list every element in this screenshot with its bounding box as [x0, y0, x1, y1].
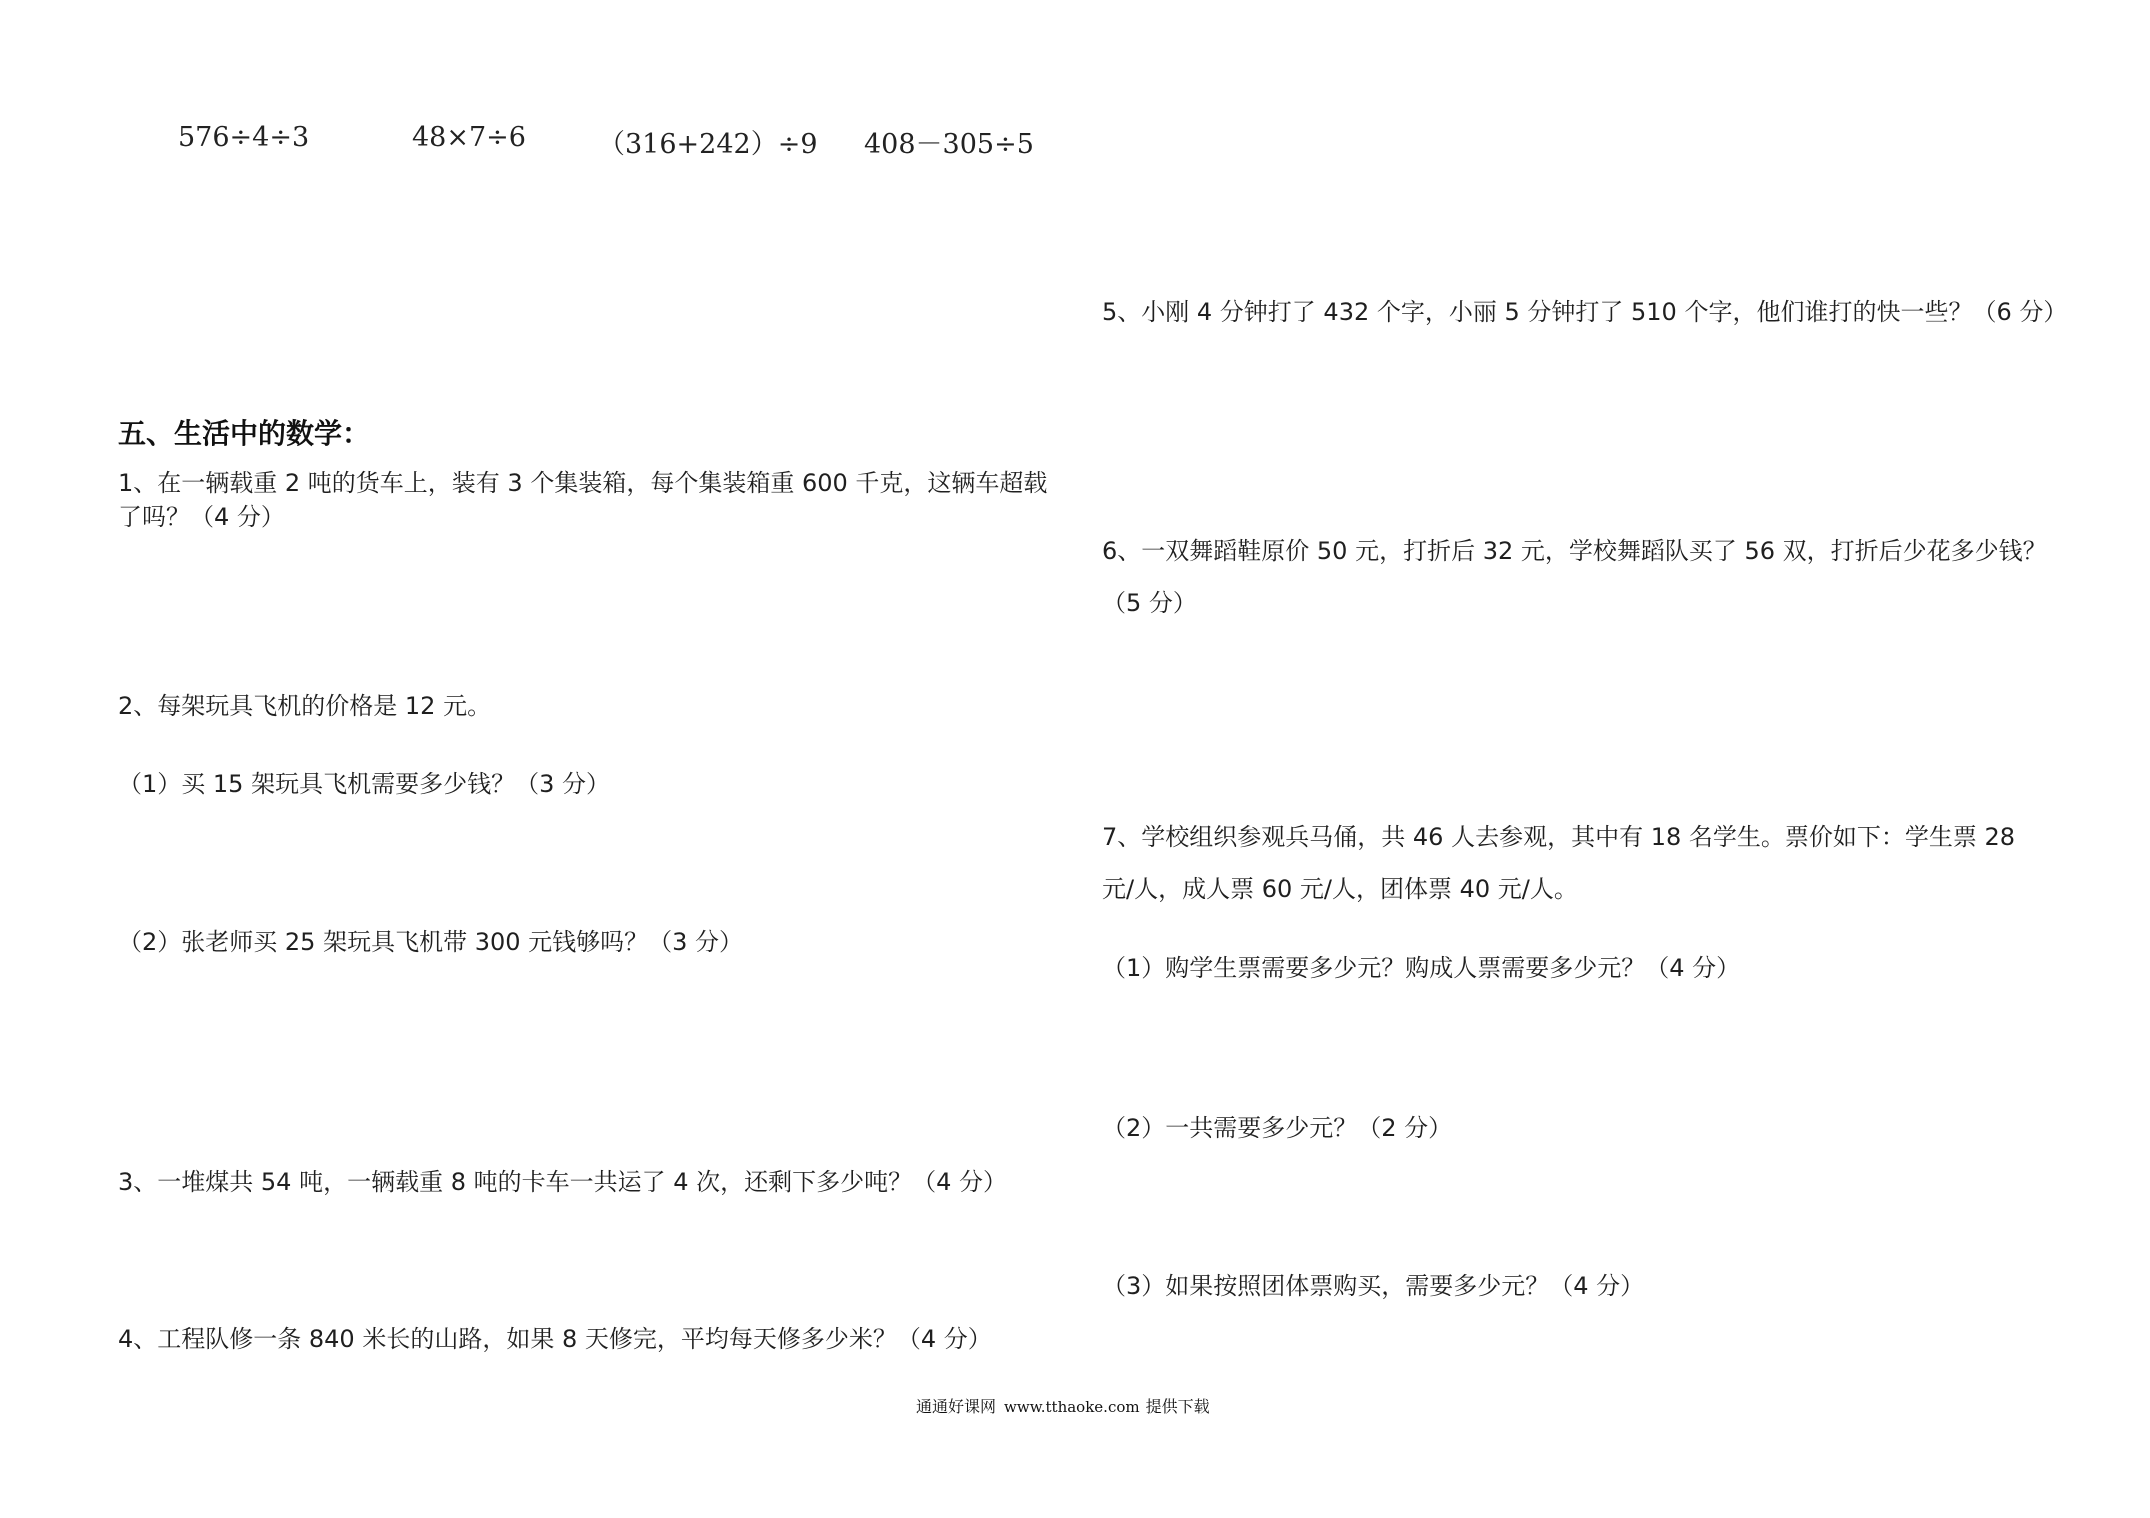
expression-4: 408－305÷5	[864, 129, 1034, 160]
expression-2: 48×7÷6	[412, 122, 526, 153]
question-1-line-2: 了吗？（4 分）	[118, 503, 285, 531]
question-7-part-1: （1）购学生票需要多少元？购成人票需要多少元？（4 分）	[1102, 954, 1741, 982]
question-3: 3、一堆煤共 54 吨，一辆载重 8 吨的卡车一共运了 4 次，还剩下多少吨？（4 分）	[118, 1168, 1008, 1196]
expression-1: 576÷4÷3	[178, 122, 310, 153]
footer-site-url: www.tthaoke.com	[1004, 1398, 1140, 1416]
page-footer	[916, 1394, 1210, 1417]
question-7-part-2: （2）一共需要多少元？（2 分）	[1102, 1114, 1453, 1142]
question-6-line-2: （5 分）	[1102, 589, 1197, 617]
footer-tail: 提供下载	[1145, 1397, 1210, 1416]
question-6-line-1: 6、一双舞蹈鞋原价 50 元，打折后 32 元，学校舞蹈队买了 56 双，打折后少花多少钱？	[1102, 537, 2047, 565]
question-7-line-2: 元/人，成人票 60 元/人，团体票 40 元/人。	[1102, 875, 1578, 903]
section-heading: 五、生活中的数学：	[118, 417, 371, 450]
expression-3: （316+242）÷9	[598, 129, 818, 160]
question-2: 2、每架玩具飞机的价格是 12 元。	[118, 692, 492, 720]
footer-site-name: 通通好课网	[916, 1397, 997, 1416]
question-7-line-1: 7、学校组织参观兵马俑，共 46 人去参观，其中有 18 名学生。票价如下：学生票 28	[1102, 823, 2016, 851]
question-7-part-3: （3）如果按照团体票购买，需要多少元？（4 分）	[1102, 1272, 1645, 1300]
question-5: 5、小刚 4 分钟打了 432 个字，小丽 5 分钟打了 510 个字，他们谁打的快一些？（6 分）	[1102, 298, 2068, 326]
question-2-part-1: （1）买 15 架玩具飞机需要多少钱？（3 分）	[118, 770, 610, 798]
question-4: 4、工程队修一条 840 米长的山路，如果 8 天修完，平均每天修多少米？（4 分）	[118, 1325, 992, 1353]
question-2-part-2: （2）张老师买 25 架玩具飞机带 300 元钱够吗？（3 分）	[118, 928, 744, 956]
question-1-line-1: 1、在一辆载重 2 吨的货车上，装有 3 个集装箱，每个集装箱重 600 千克，这辆车超载	[118, 469, 1048, 497]
